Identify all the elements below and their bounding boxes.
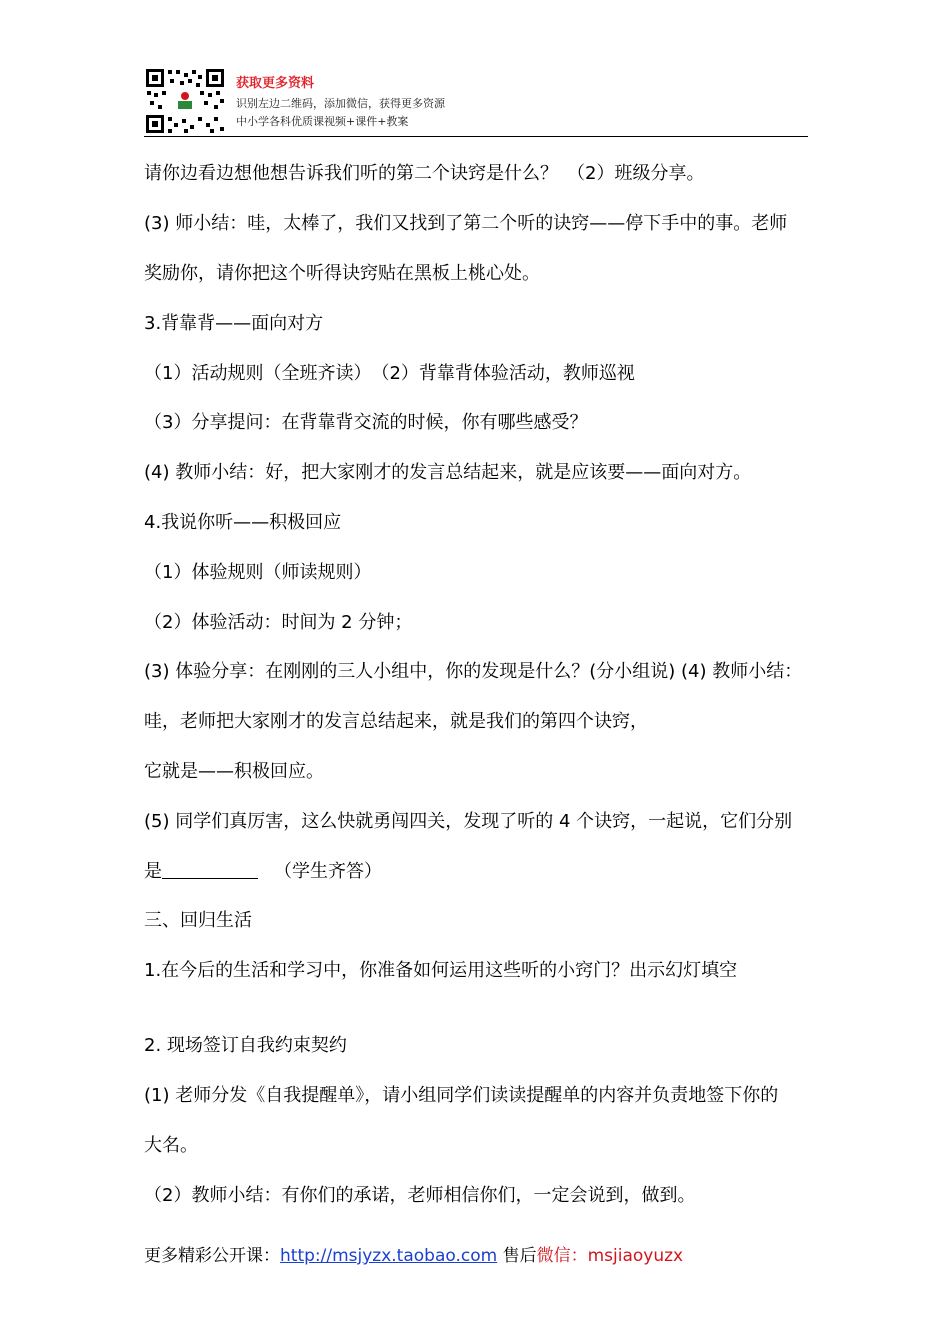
footer-prefix: 更多精彩公开课： [144,1246,280,1266]
blank-prefix: 是 [144,861,162,882]
footer-wechat-id: msjiaoyuzx [587,1246,684,1266]
answer-blank [162,860,258,879]
text-line: 1.在今后的生活和学习中，你准备如何运用这些听的小窍门？出示幻灯填空 [144,960,738,981]
text-line: 它就是——积极回应。 [144,761,324,782]
text-line: 哇，老师把大家刚才的发言总结起来，就是我们的第四个诀窍， [144,711,648,732]
text-line: 大名。 [144,1135,198,1156]
text-line: (1) 老师分发《自我提醒单》，请小组同学们读读提醒单的内容并负责地签下你的 [144,1085,779,1106]
footer-after-sale: 售后 [502,1246,537,1266]
text-line: 请你边看边想他想告诉我们听的第二个诀窍是什么？ （2）班级分享。 [144,163,705,184]
header-divider [144,136,808,137]
text-line: （1）体验规则（师读规则） [144,562,372,583]
text-line: (4) 教师小结：好，把大家刚才的发言总结起来，就是应该要——面向对方。 [144,462,752,483]
footer-wechat-label: 微信： [536,1246,588,1266]
banner-title: 获取更多资料 [236,76,315,91]
text-line: (3) 体验分享：在刚刚的三人小组中，你的发现是什么？(分小组说) (4) 教师小结： [144,661,803,682]
text-line: （2）体验活动：时间为 2 分钟； [144,612,413,633]
shop-link[interactable]: http://msjyzx.taobao.com [280,1246,498,1266]
footer [144,1241,683,1266]
text-line: 奖励你，请你把这个听得诀窍贴在黑板上桃心处。 [144,263,540,284]
qr-code-icon [144,67,226,135]
header-banner [144,64,808,138]
text-line: （1）活动规则（全班齐读） （2）背靠背体验活动，教师巡视 [144,363,635,384]
text-line: (3) 师小结：哇，太棒了，我们又找到了第二个听的诀窍——停下手中的事。老师 [144,213,788,234]
banner-line-2: 中小学各科优质课视频+课件+教案 [236,115,409,128]
fill-in-blank-line [144,860,382,884]
section-heading: 三、回归生活 [144,910,252,931]
text-line: (5) 同学们真厉害，这么快就勇闯四关，发现了听的 4 个诀窍，一起说，它们分别 [144,811,793,832]
text-line: （3）分享提问：在背靠背交流的时候，你有哪些感受？ [144,412,588,433]
text-line: 3.背靠背——面向对方 [144,313,324,334]
blank-suffix: （学生齐答） [274,861,382,882]
text-line: 4.我说你听——积极回应 [144,512,342,533]
text-line: （2）教师小结：有你们的承诺，老师相信你们，一定会说到，做到。 [144,1185,696,1206]
banner-line-1: 识别左边二维码，添加微信，获得更多资源 [236,97,445,110]
text-line: 2. 现场签订自我约束契约 [144,1035,347,1056]
